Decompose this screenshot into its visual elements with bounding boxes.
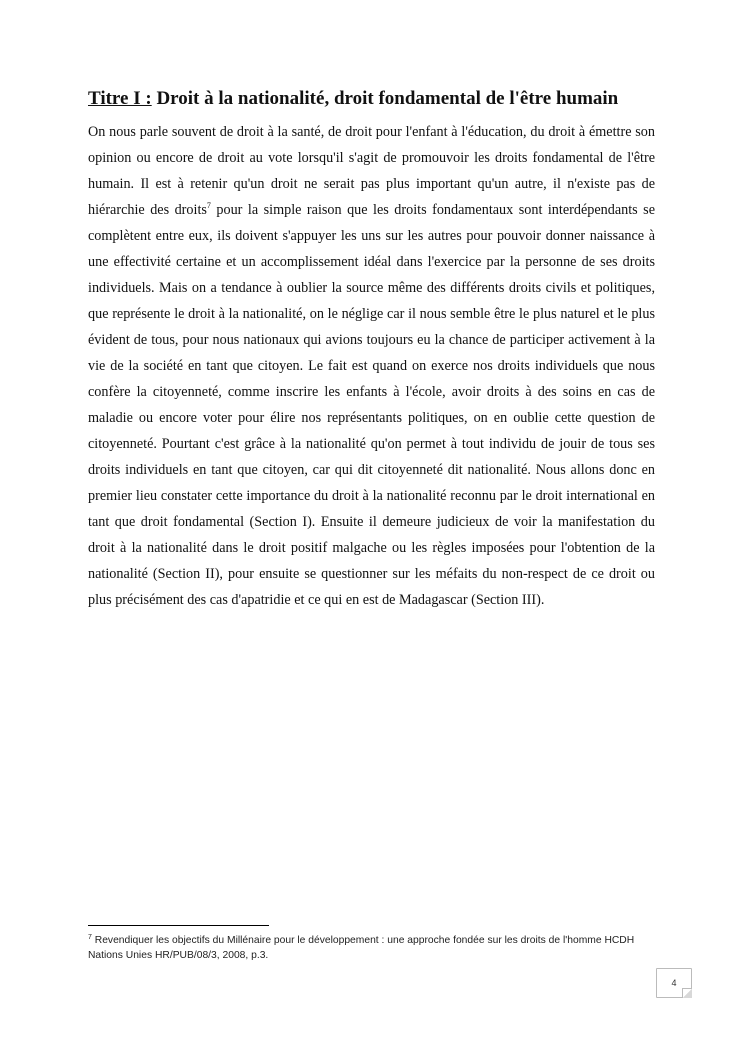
body-text-part-2: pour la simple raison que les droits fondamentaux sont interdépendants se complètent entre eux, ils doivent s'appuyer les uns sur les autres pour pouvoir donner naissance à une effectivité certaine et un accomplissement idéal dans l'exercice par la personne de ses droits individuels. Mais on a tendance à oublier la source même des différents droits civils et politiques, que représente le droit à la nationalité, on le néglige car il nous semble être le plus naturel et le plus évident de tous, pour nous nationaux qui avions toujours eu la chance de participer activement à la vie de la société en tant que citoyen. Le fait est quand on exerce nos droits individuels que nous confère la citoyenneté, comme inscrire les enfants à l'école, avoir droits à des soins en cas de maladie ou encore voter pour élire nos représentants politiques, on en oublie cette question de citoyenneté. Pourtant c'est grâce à la nationalité qu'on permet à tout individu de jouir de tous ses droits individuels en tant que citoyen, car qui dit citoyenneté dit nationalité. Nous allons donc en premier lieu constater cette importance du droit à la nationalité reconnu par le droit international en tant que droit fondamental (Section I). Ensuite il demeure judicieux de voir la manifestation du droit à la nationalité dans le droit positif malgache ou les règles imposées pour l'obtention de la nationalité (Section II), pour ensuite se questionner sur les méfaits du non-respect de ce droit ou plus précisément des cas d'apatridie et ce qui en est de Madagascar (Section III). [88, 202, 655, 608]
heading-label: Titre I : [88, 88, 152, 109]
heading-title: Droit à la nationalité, droit fondamental de l'être humain [151, 88, 619, 109]
footnote-reference[interactable]: 7 [206, 201, 211, 210]
page-fold-icon [682, 988, 692, 998]
footnote-number: 7 [88, 934, 92, 941]
page-number: 4 [671, 978, 677, 988]
section-heading [88, 88, 668, 110]
footnote [88, 933, 648, 963]
footnote-text: Revendiquer les objectifs du Millénaire pour le développement : une approche fondée sur les droits de l'homme HCDH Nations Unies HR/PUB/08/3, 2008, p.3. [88, 935, 635, 961]
page-number-box [656, 968, 692, 998]
body-text-part-1: On nous parle souvent de droit à la santé, de droit pour l'enfant à l'éducation, du droit à émettre son opinion ou encore de droit au vote lorsqu'il s'agit de promouvoir les droits fondamental de l'être humain. Il est à retenir qu'un droit ne serait pas plus important qu'un autre, il n'existe pas de hiérarchie des droits [88, 124, 655, 218]
footnote-separator [88, 925, 269, 926]
body-paragraph [88, 119, 655, 613]
